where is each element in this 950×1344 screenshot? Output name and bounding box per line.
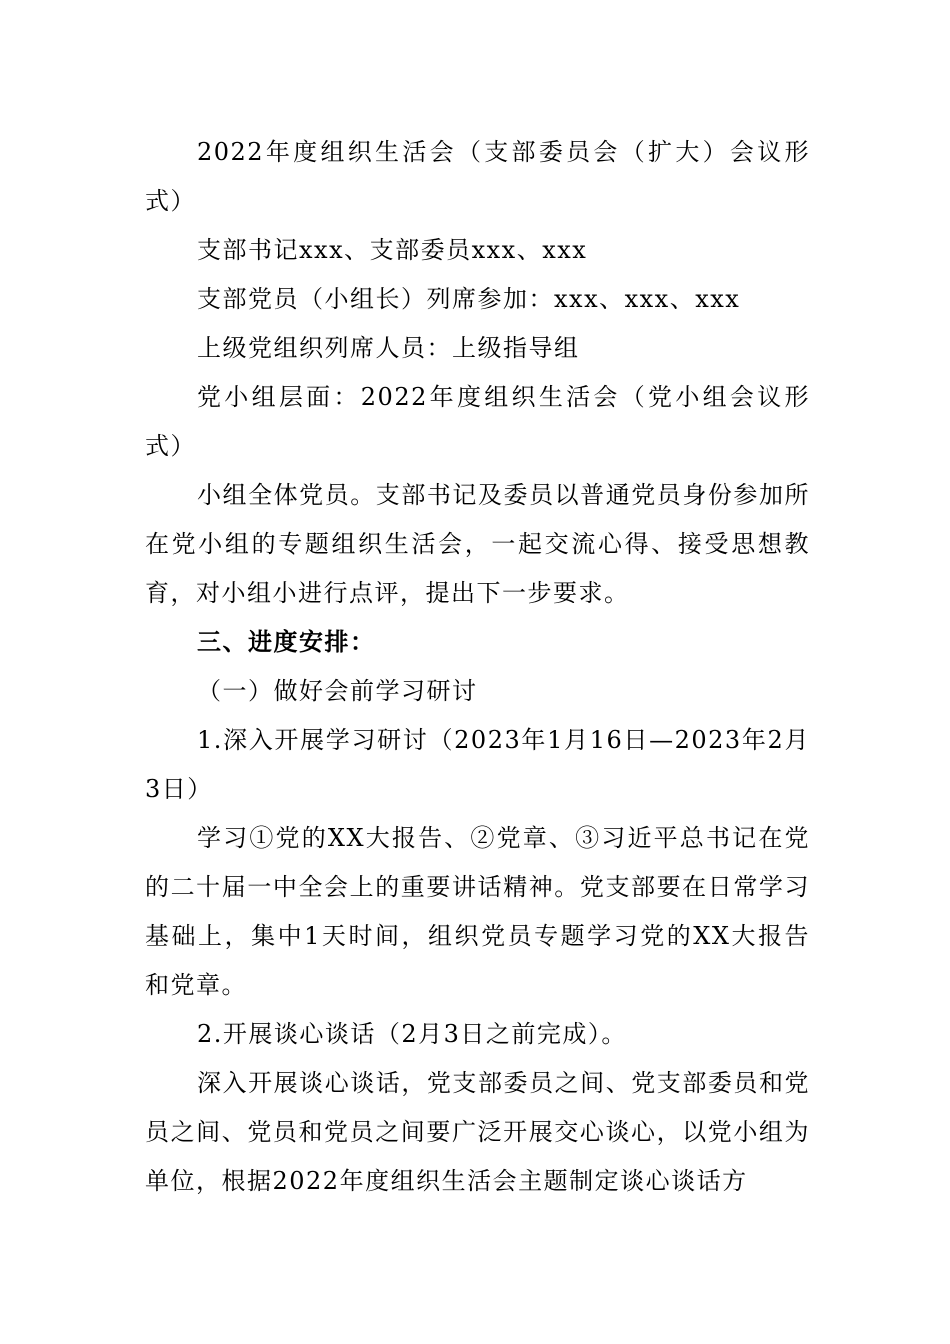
paragraph-superior: 上级党组织列席人员：上级指导组	[197, 334, 580, 362]
paragraph-group-members: 小组全体党员。支部书记及委员以普通党员身份参加所在党小组的专题组织生活会，一起交流心得、接受思想教育，对小组小进行点评，提出下一步要求。	[145, 481, 810, 607]
subsection-heading: （一）做好会前学习研讨	[197, 677, 478, 705]
paragraph-secretary: 支部书记xxx、支部委员xxx、xxx	[197, 236, 588, 264]
section-heading: 三、进度安排：	[197, 628, 376, 656]
document-body	[145, 128, 810, 1206]
item1-title: 1.深入开展学习研讨（2023年1月16日—2023年2月3日）	[145, 726, 810, 803]
paragraph-group-level: 党小组层面：2022年度组织生活会（党小组会议形式）	[145, 383, 810, 460]
paragraph-meeting-form: 2022年度组织生活会（支部委员会（扩大）会议形式）	[145, 138, 810, 215]
item2-title: 2.开展谈心谈话（2月3日之前完成）。	[197, 1020, 627, 1048]
paragraph-attendees: 支部党员（小组长）列席参加：xxx、xxx、xxx	[197, 285, 741, 313]
item2-body: 深入开展谈心谈话，党支部委员之间、党支部委员和党员之间、党员和党员之间要广泛开展交心谈心，以党小组为单位，根据2022年度组织生活会主题制定谈心谈话方	[145, 1069, 810, 1195]
item1-body: 学习①党的XX大报告、②党章、③习近平总书记在党的二十届一中全会上的重要讲话精神。党支部要在日常学习基础上，集中1天时间，组织党员专题学习党的XX大报告和党章。	[145, 824, 810, 999]
